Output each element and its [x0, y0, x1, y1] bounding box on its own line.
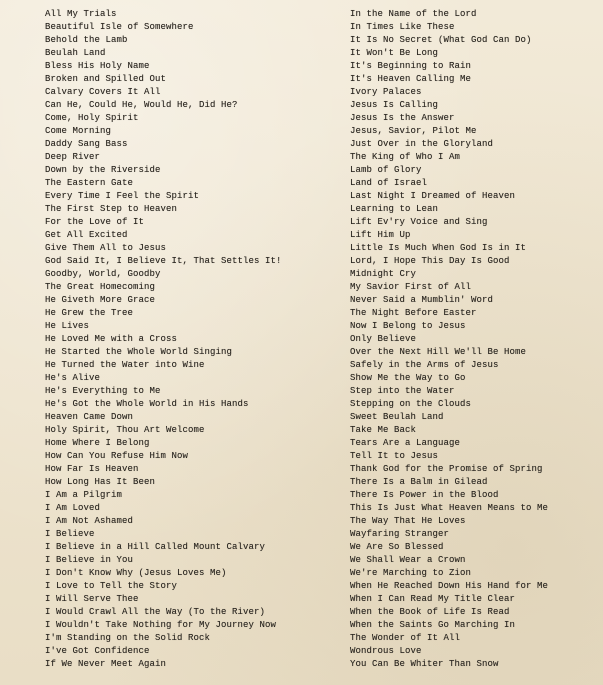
- song-title: There Is Power in the Blood: [350, 490, 499, 500]
- song-title: I Believe: [45, 529, 95, 539]
- song-title: I Am Loved: [45, 503, 101, 513]
- song-title: He's Alive: [45, 373, 101, 383]
- song-title: Jesus, Savior, Pilot Me: [350, 126, 477, 136]
- song-title: He Giveth More Grace: [45, 295, 156, 305]
- song-title: There Is a Balm in Gilead: [350, 477, 488, 487]
- song-title: Jesus Is Calling: [350, 100, 439, 110]
- song-title: Sweet Beulah Land: [350, 412, 444, 422]
- song-title: I Believe in You: [45, 555, 134, 565]
- song-title: Home Where I Belong: [45, 438, 150, 448]
- song-title: Tell It to Jesus: [350, 451, 439, 461]
- song-title: Down by the Riverside: [45, 165, 161, 175]
- song-title: Daddy Sang Bass: [45, 139, 128, 149]
- song-title: The Great Homecoming: [45, 282, 156, 292]
- song-title: How Can You Refuse Him Now: [45, 451, 189, 461]
- song-title: Lift Ev'ry Voice and Sing: [350, 217, 488, 227]
- song-title: Step into the Water: [350, 386, 455, 396]
- song-title: Little Is Much When God Is in It: [350, 243, 527, 253]
- song-title: When the Book of Life Is Read: [350, 607, 510, 617]
- song-title: The King of Who I Am: [350, 152, 461, 162]
- song-title: Land of Israel: [350, 178, 428, 188]
- song-title: Beautiful Isle of Somewhere: [45, 22, 194, 32]
- song-title: Thank God for the Promise of Spring: [350, 464, 543, 474]
- song-title: I Love to Tell the Story: [45, 581, 178, 591]
- song-title: Ivory Palaces: [350, 87, 422, 97]
- song-title: I Wouldn't Take Nothing for My Journey Now: [45, 620, 277, 630]
- song-list-left-column: [45, 8, 330, 671]
- song-title: I Am a Pilgrim: [45, 490, 123, 500]
- song-title: He Started the Whole World Singing: [45, 347, 233, 357]
- song-title: Wondrous Love: [350, 646, 422, 656]
- song-title: Lord, I Hope This Day Is Good: [350, 256, 510, 266]
- song-title: We're Marching to Zion: [350, 568, 472, 578]
- song-title: Lamb of Glory: [350, 165, 422, 175]
- song-title: He Grew the Tree: [45, 308, 134, 318]
- song-title: Can He, Could He, Would He, Did He?: [45, 100, 238, 110]
- song-title: Show Me the Way to Go: [350, 373, 466, 383]
- song-title: The First Step to Heaven: [45, 204, 178, 214]
- song-title: Only Believe: [350, 334, 417, 344]
- song-title: Just Over in the Gloryland: [350, 139, 494, 149]
- song-title: Jesus Is the Answer: [350, 113, 455, 123]
- song-title: Calvary Covers It All: [45, 87, 161, 97]
- song-title: This Is Just What Heaven Means to Me: [350, 503, 549, 513]
- song-title: My Savior First of All: [350, 282, 472, 292]
- song-list-right-column: [350, 8, 600, 671]
- song-title: Never Said a Mumblin' Word: [350, 295, 494, 305]
- song-title: I Believe in a Hill Called Mount Calvary: [45, 542, 266, 552]
- song-title: Take Me Back: [350, 425, 417, 435]
- song-title: Broken and Spilled Out: [45, 74, 167, 84]
- song-title: Safely in the Arms of Jesus: [350, 360, 499, 370]
- song-title: If We Never Meet Again: [45, 659, 167, 669]
- song-title: I've Got Confidence: [45, 646, 150, 656]
- song-title: Beulah Land: [45, 48, 106, 58]
- song-title: Tears Are a Language: [350, 438, 461, 448]
- song-title: Bless His Holy Name: [45, 61, 150, 71]
- song-title: You Can Be Whiter Than Snow: [350, 659, 499, 669]
- song-title: Every Time I Feel the Spirit: [45, 191, 200, 201]
- song-title: Learning to Lean: [350, 204, 439, 214]
- song-title: It's Heaven Calling Me: [350, 74, 472, 84]
- song-title: How Long Has It Been: [45, 477, 156, 487]
- song-title: It Won't Be Long: [350, 48, 439, 58]
- song-title: He's Got the Whole World in His Hands: [45, 399, 249, 409]
- song-title: He Lives: [45, 321, 90, 331]
- song-title: Over the Next Hill We'll Be Home: [350, 347, 527, 357]
- song-title: I'm Standing on the Solid Rock: [45, 633, 211, 643]
- song-title: For the Love of It: [45, 217, 145, 227]
- song-title: Last Night I Dreamed of Heaven: [350, 191, 516, 201]
- song-title: Come, Holy Spirit: [45, 113, 139, 123]
- song-title: God Said It, I Believe It, That Settles It!: [45, 256, 282, 266]
- song-title: The Night Before Easter: [350, 308, 477, 318]
- song-title: I Would Crawl All the Way (To the River): [45, 607, 266, 617]
- song-title: I Don't Know Why (Jesus Loves Me): [45, 568, 227, 578]
- song-title: Now I Belong to Jesus: [350, 321, 466, 331]
- song-title: It's Beginning to Rain: [350, 61, 472, 71]
- song-title: Come Morning: [45, 126, 112, 136]
- song-title: We Are So Blessed: [350, 542, 444, 552]
- song-title: I Am Not Ashamed: [45, 516, 134, 526]
- song-title: He Loved Me with a Cross: [45, 334, 178, 344]
- song-title: How Far Is Heaven: [45, 464, 139, 474]
- song-title: When He Reached Down His Hand for Me: [350, 581, 549, 591]
- song-title: When the Saints Go Marching In: [350, 620, 516, 630]
- song-title: It Is No Secret (What God Can Do): [350, 35, 532, 45]
- song-title: He's Everything to Me: [45, 386, 161, 396]
- song-title: Deep River: [45, 152, 101, 162]
- song-title: When I Can Read My Title Clear: [350, 594, 516, 604]
- song-title: Get All Excited: [45, 230, 128, 240]
- song-title: In the Name of the Lord: [350, 9, 477, 19]
- song-title: Heaven Came Down: [45, 412, 134, 422]
- song-title: Wayfaring Stranger: [350, 529, 450, 539]
- song-title: I Will Serve Thee: [45, 594, 139, 604]
- song-title: Behold the Lamb: [45, 35, 128, 45]
- song-title: Stepping on the Clouds: [350, 399, 472, 409]
- song-title: Midnight Cry: [350, 269, 417, 279]
- song-title: Give Them All to Jesus: [45, 243, 167, 253]
- song-title: The Way That He Loves: [350, 516, 466, 526]
- song-title: The Eastern Gate: [45, 178, 134, 188]
- song-title: All My Trials: [45, 9, 117, 19]
- song-title: The Wonder of It All: [350, 633, 461, 643]
- song-title: Lift Him Up: [350, 230, 411, 240]
- song-title: Holy Spirit, Thou Art Welcome: [45, 425, 205, 435]
- song-title: We Shall Wear a Crown: [350, 555, 466, 565]
- song-title: Goodby, World, Goodby: [45, 269, 161, 279]
- song-title: In Times Like These: [350, 22, 455, 32]
- song-title: He Turned the Water into Wine: [45, 360, 205, 370]
